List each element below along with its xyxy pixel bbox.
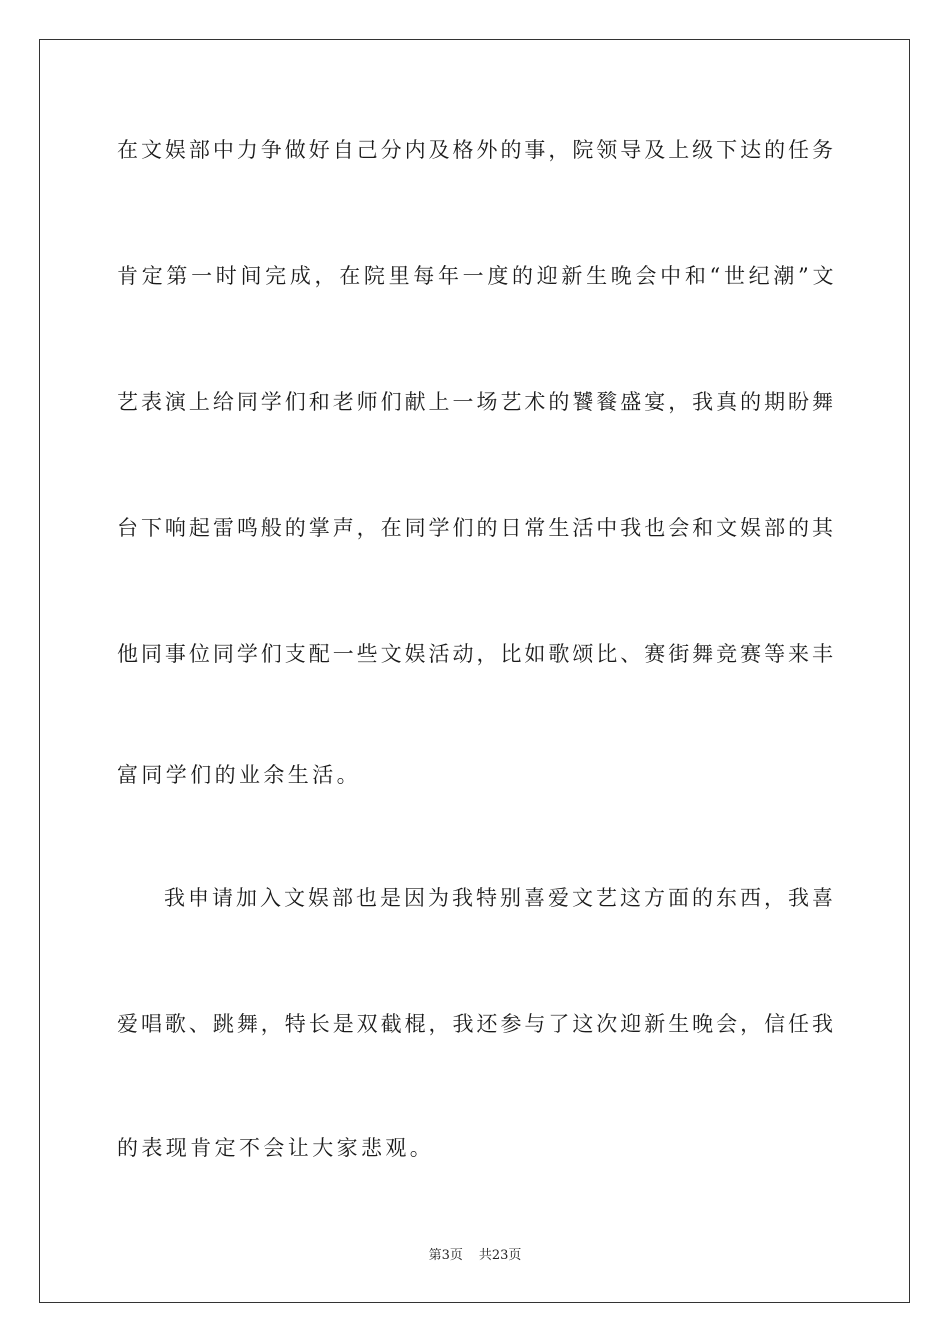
paragraph-line: 艺表演上给同学们和老师们献上一场艺术的饕餮盛宴，我真的期盼舞 — [117, 390, 836, 414]
paragraph-line: 肯定第一时间完成，在院里每年一度的迎新生晚会中和“世纪潮”文 — [117, 264, 838, 288]
paragraph-line: 爱唱歌、跳舞，特长是双截棍，我还参与了这次迎新生晚会，信任我 — [117, 1012, 836, 1036]
paragraph-line: 他同事位同学们支配一些文娱活动，比如歌颂比、赛街舞竞赛等来丰 — [117, 642, 836, 666]
page-border — [39, 39, 910, 1303]
paragraph-line: 在文娱部中力争做好自己分内及格外的事，院领导及上级下达的任务 — [117, 138, 836, 162]
paragraph-line: 富同学们的业余生活。 — [117, 763, 361, 787]
page-number: 第3页 — [428, 1248, 463, 1263]
paragraph-line: 的表现肯定不会让大家悲观。 — [117, 1136, 435, 1160]
page-total: 共23页 — [478, 1248, 522, 1263]
paragraph-line: 我申请加入文娱部也是因为我特别喜爱文艺这方面的东西，我喜 — [164, 886, 836, 910]
paragraph-line: 台下响起雷鸣般的掌声，在同学们的日常生活中我也会和文娱部的其 — [117, 516, 836, 540]
page-footer — [0, 1247, 950, 1265]
